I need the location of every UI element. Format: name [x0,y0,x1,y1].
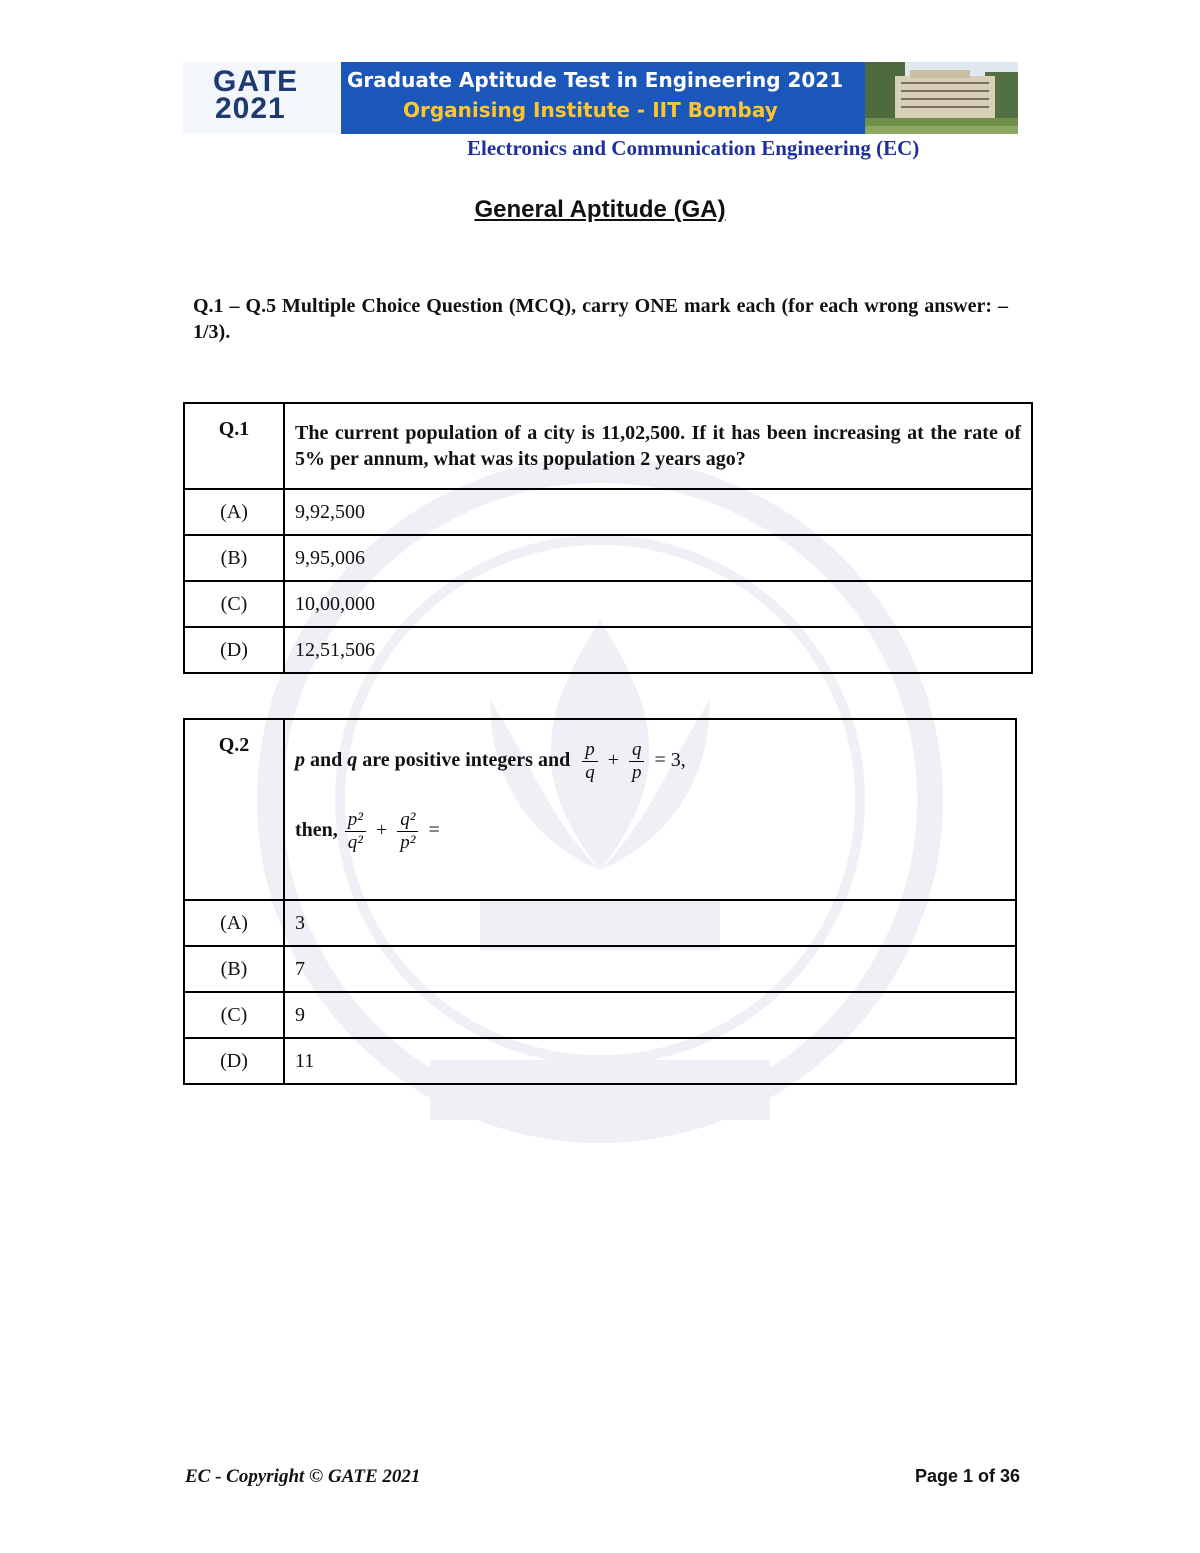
var-p: p [295,749,305,771]
var-q: q [347,749,358,771]
q1-option-c [184,581,1032,627]
equals-sign: = [428,819,440,841]
plus-sign: + [376,819,388,841]
q2-text-and: and [305,749,348,771]
q2-text-rest: are positive integers and [357,749,576,771]
option-text: 12,51,506 [284,627,1032,673]
option-label: (D) [184,1038,284,1084]
option-text: 9,95,006 [284,535,1032,581]
footer-page-number: Page 1 of 36 [915,1466,1021,1486]
q2-option-a [184,900,1016,946]
logo-year-text: 2021 [215,92,286,125]
institute-building-photo [865,62,1018,134]
question-1-row [184,403,1032,489]
option-text: 9 [284,992,1016,1038]
gate-logo [183,62,342,134]
question-1-stem: The current population of a city is 11,02,500. If it has been increasing at the rate of 5% per annum, what was its population 2 years ago? [284,403,1032,489]
option-label: (A) [184,489,284,535]
q2-option-c [184,992,1016,1038]
question-2-label: Q.2 [184,719,284,900]
q2-question-line [295,806,1005,854]
option-label: (A) [184,900,284,946]
plus-sign: + [607,749,619,771]
option-label: (C) [184,992,284,1038]
q1-option-a [184,489,1032,535]
fraction-p-over-q: $\frac{p}{q}$ [582,739,598,784]
q2-then-label: then, [295,819,338,841]
option-label: (B) [184,535,284,581]
option-text: 9,92,500 [284,489,1032,535]
q2-condition-line [295,736,1005,784]
question-2-stem [284,719,1016,900]
question-1-table [183,402,1033,674]
option-text: 10,00,000 [284,581,1032,627]
section-heading [0,196,1200,224]
option-text: 3 [284,900,1016,946]
option-label: (D) [184,627,284,673]
option-text: 11 [284,1038,1016,1084]
option-label: (B) [184,946,284,992]
q2-option-b [184,946,1016,992]
option-text: 7 [284,946,1016,992]
section-title: General Aptitude (GA) [474,196,726,223]
header-banner [183,62,1018,134]
subject-title: Electronics and Communication Engineering (EC) [467,136,920,160]
q1-option-b [184,535,1032,581]
option-label: (C) [184,581,284,627]
question-2-table [183,718,1017,1085]
q2-option-d [184,1038,1016,1084]
banner-title: Graduate Aptitude Test in Engineering 2021 [347,68,844,92]
logo-gate-text: GATE [213,65,299,98]
footer-copyright: EC - Copyright © GATE 2021 [185,1466,421,1487]
q1-option-d [184,627,1032,673]
section-instructions: Q.1 – Q.5 Multiple Choice Question (MCQ), carry ONE mark each (for each wrong answer: – 1/3). [193,295,1008,343]
banner-subtitle: Organising Institute - IIT Bombay [403,98,778,122]
equals-three: = 3, [654,749,686,771]
question-2-row [184,719,1016,900]
fraction-q-over-p: $\frac{q}{p}$ [629,739,645,784]
fraction-q2-over-p2: $\frac{\text{q²}}{\text{p²}}$ [397,809,418,854]
question-1-label: Q.1 [184,403,284,489]
fraction-p2-over-q2: $\frac{\text{p²}}{\text{q²}}$ [345,809,366,854]
banner-title-box [341,62,865,134]
